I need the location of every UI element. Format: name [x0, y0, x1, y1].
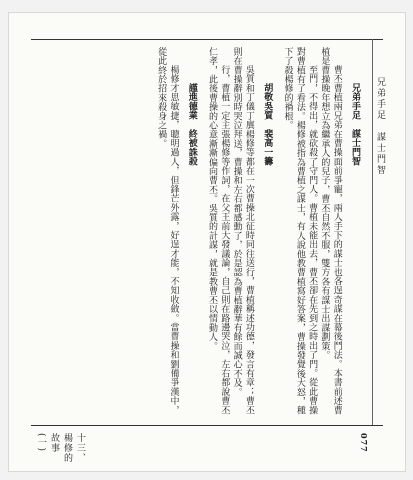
paragraph: 吳質和丁儀丁廙楊修等都在一次曹操北征時同往送行，曹植稱述功德，發言有章；曹丕則在曹操辭別時哭泣拜送，曹操和左右都感動了，於是認為曹植辭華有餘而誠心不及。	[231, 47, 254, 415]
section-heading-2: 胡敬吳質 裴高一籌	[262, 83, 273, 166]
paragraph: 楊修才思敏捷，聰明過人，但鋒芒外露，好逞才能，不知收斂。當曹操和劉備爭漢中，從此終於招來殺身之禍。	[156, 47, 179, 415]
section-heading-3: 謹進德業 終被誅殺	[186, 83, 197, 166]
body-text	[45, 47, 363, 419]
page-number: 077	[359, 433, 369, 453]
bottom-rule	[31, 425, 383, 426]
page-footer	[36, 431, 373, 465]
paragraph: 至門，不得出，就砍殺了守門人。曹植未能出去，曹丕卻在先到之時出了門。從此曹操對曹植有了看法。楊修被指為曹植之謀士，有人說他教曹植寫好答案，曹操發覺後大怒，種下了殺楊修的禍根。	[282, 47, 318, 415]
right-rule	[372, 39, 373, 425]
paragraph: 曹丕曹植兩兄弟在曹操面前爭寵，兩人手下的謀士也各逞奇謀在幕後鬥法。本書前述曹植是曹操晚年想立為繼承人的兒子，曹丕自然不服，雙方各有謀士出謀劃策。	[319, 47, 342, 415]
section-heading-1: 兄弟手足 謀士門智	[350, 83, 360, 166]
running-title: 兄弟手足 謀士門智	[375, 77, 385, 176]
chapter-title: 十三、楊修的故事(一)	[36, 433, 85, 463]
top-rule	[31, 39, 383, 40]
book-page	[8, 12, 406, 472]
paragraph: 行，曹植一定主張楊修等作詞，在父王前大發議論，自己則在路邊哭泣，左右都說曹丕仁孝，此後曹操的心意漸漸偏向曹丕。吳質的計謀，就是教曹丕以情動人。	[207, 47, 230, 415]
